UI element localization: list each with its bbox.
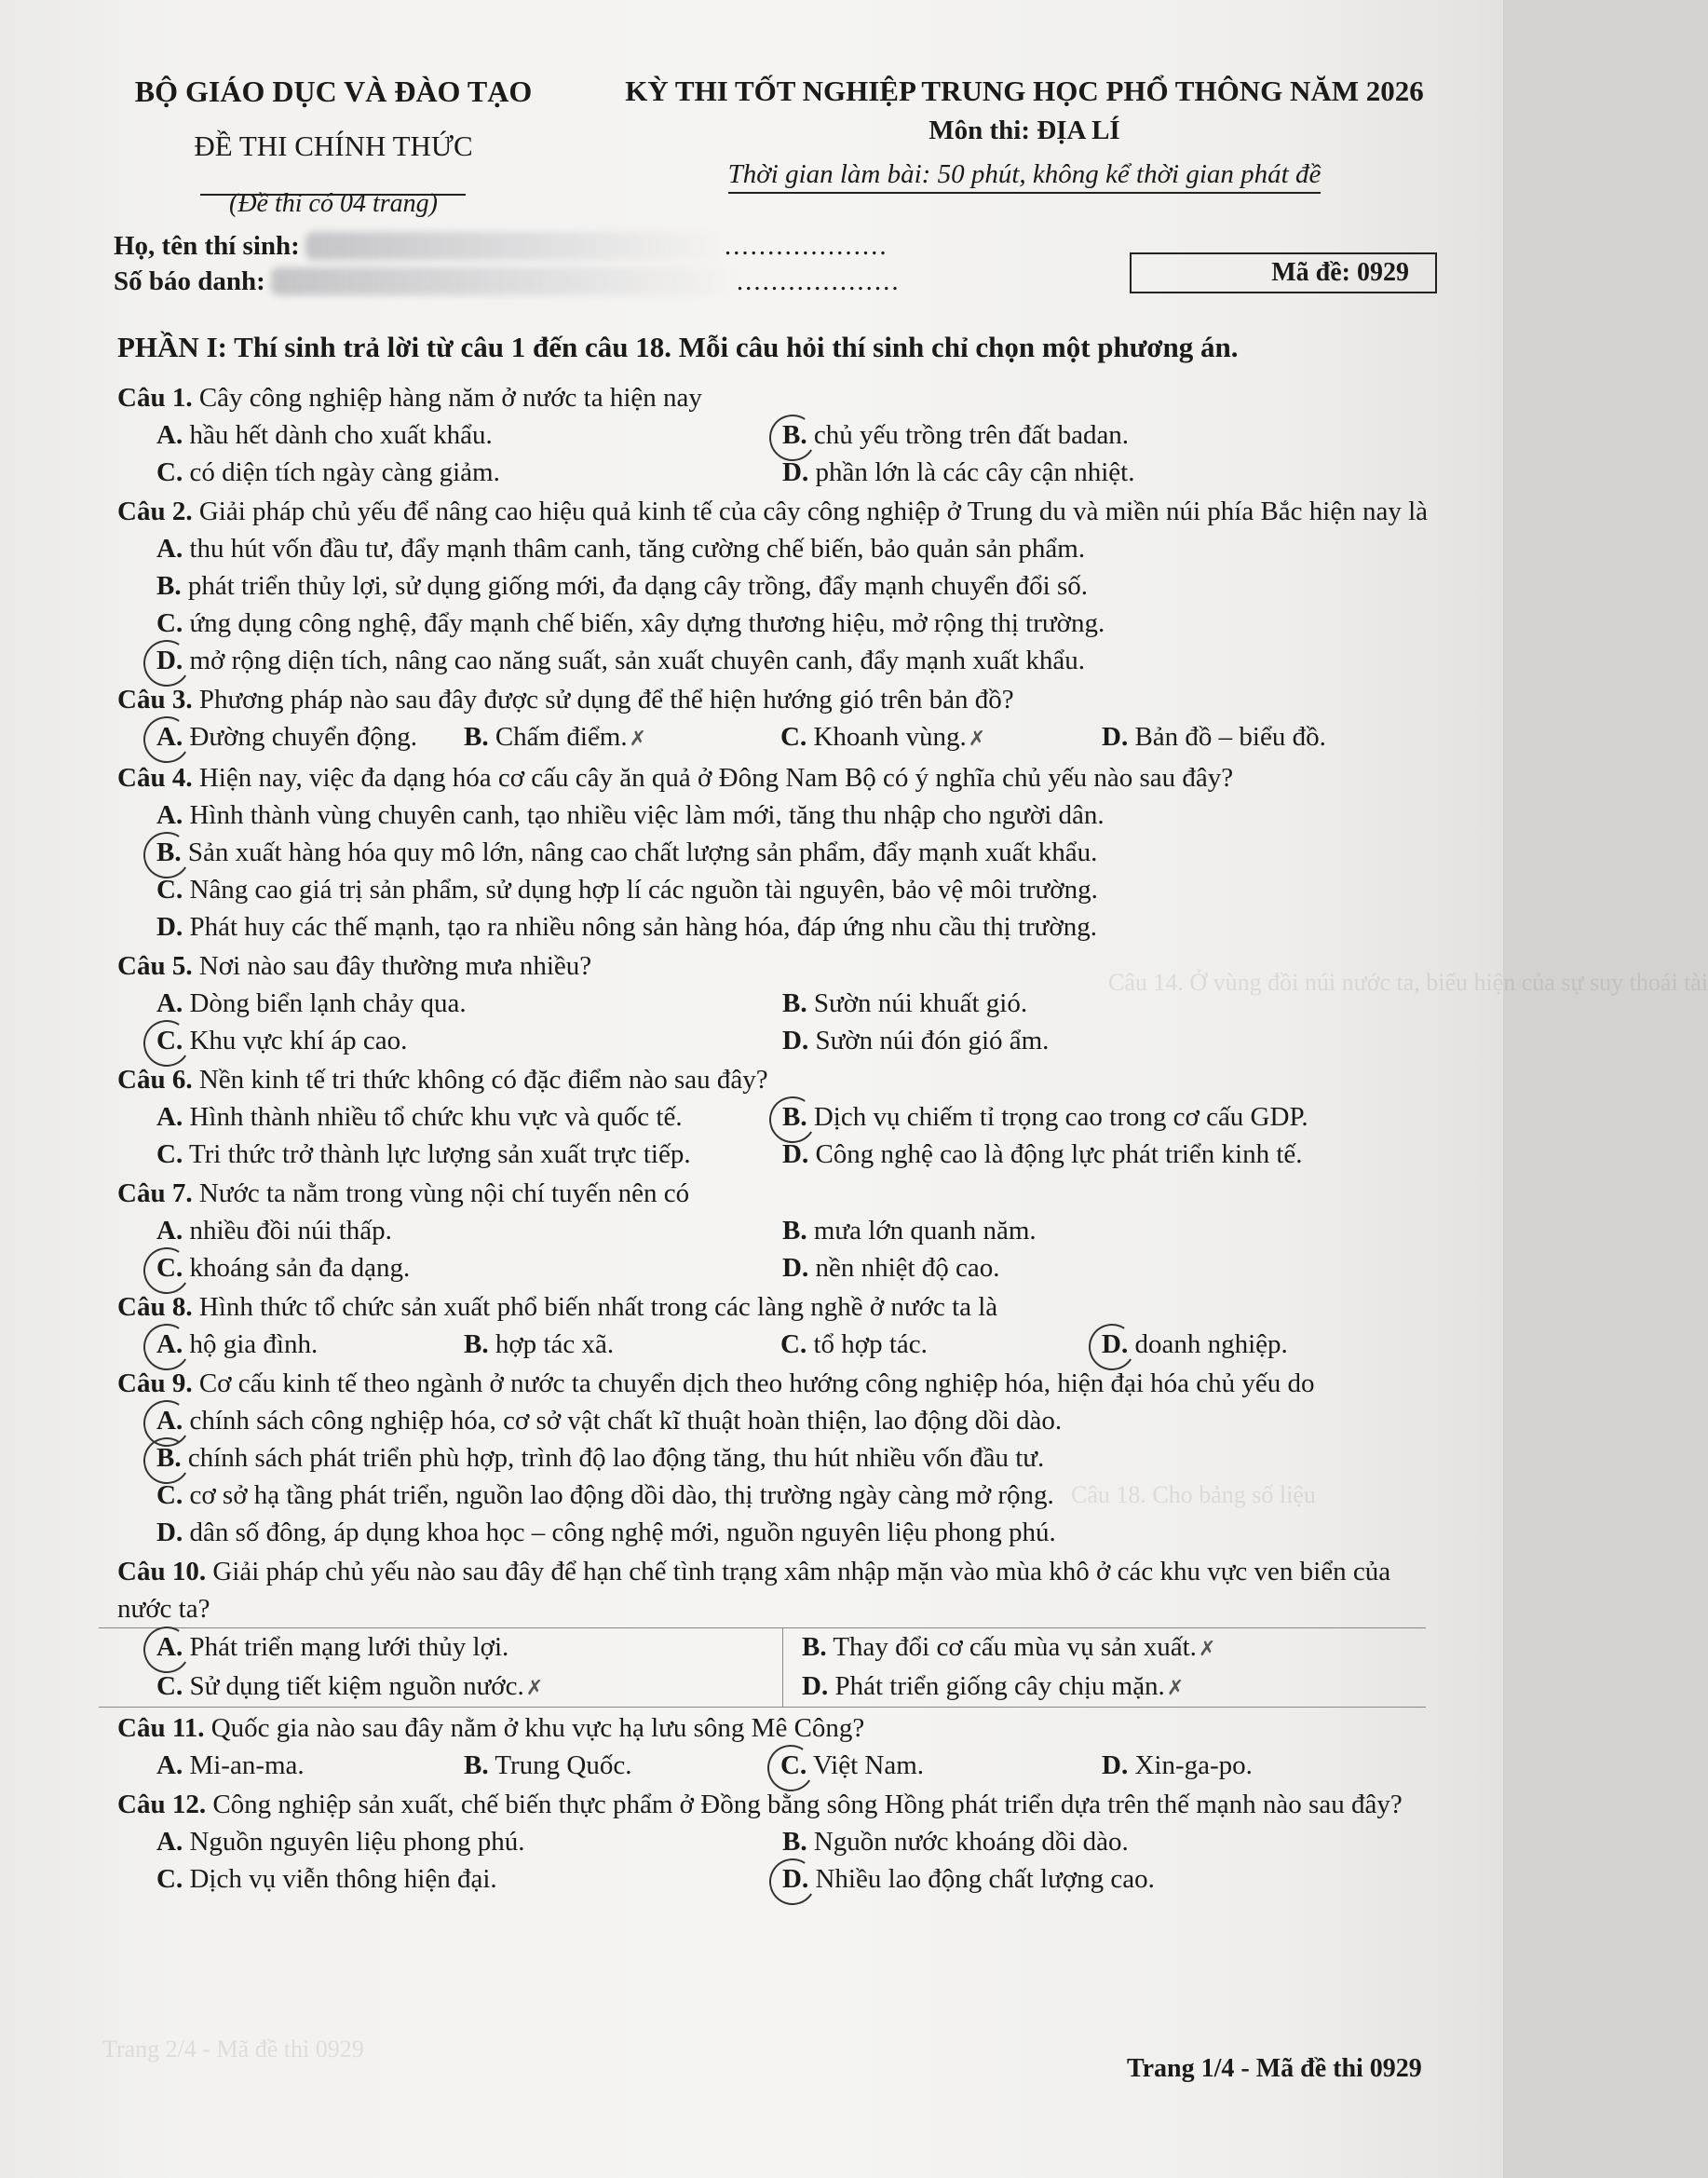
option-b[interactable]: B. Thay đổi cơ cấu mùa vụ sản xuất. ✗	[782, 1628, 1449, 1668]
question-text: Giải pháp chủ yếu để nâng cao hiệu quả kinh tế của cây công nghiệp ở Trung du và miền núi phía Bắc hiện nay là	[198, 497, 1429, 526]
question-stem	[117, 493, 1449, 530]
option-a[interactable]: A. Mi-an-ma.	[156, 1750, 305, 1780]
option-a[interactable]: A. Nguồn nguyên liệu phong phú.	[156, 1827, 525, 1857]
question-list	[117, 377, 1449, 1898]
question-stem	[117, 1175, 1449, 1212]
bleed-through-text: Câu 14. Ở vùng đồi núi nước ta, biểu hiện của sự suy thoái tài	[1108, 969, 1708, 996]
question-number: Câu 4.	[117, 763, 193, 793]
option-c[interactable]: C. Sử dụng tiết kiệm nguồn nước. ✗	[156, 1668, 782, 1707]
question-stem	[117, 947, 1449, 985]
exam-code-box: Mã đề: 0929	[1130, 252, 1437, 293]
option-b[interactable]: B. Chấm điểm. ✗	[464, 718, 780, 757]
option-a[interactable]: A. Phát triển mạng lưới thủy lợi.	[156, 1632, 509, 1662]
options	[117, 1326, 1449, 1363]
options	[117, 1747, 1449, 1784]
question-text: Hiện nay, việc đa dạng hóa cơ cấu cây ăn quả ở Đông Nam Bộ có ý nghĩa chủ yếu nào sau đây?	[198, 763, 1234, 793]
question-stem	[117, 1288, 1449, 1326]
question-number: Câu 1.	[117, 383, 193, 413]
option-a[interactable]: A. thu hút vốn đầu tư, đẩy mạnh thâm canh, tăng cường chế biến, bảo quản sản phẩm.	[156, 534, 1086, 564]
question-text: Quốc gia nào sau đây nằm ở khu vực hạ lưu sông Mê Công?	[210, 1713, 865, 1743]
question-stem	[117, 1365, 1449, 1402]
question-3	[117, 681, 1449, 757]
candidate-name-label: Họ, tên thí sinh:	[114, 231, 300, 261]
question-number: Câu 2.	[117, 497, 193, 526]
options	[117, 530, 1449, 679]
question-stem	[117, 1709, 1449, 1747]
question-text: Nơi nào sau đây thường mưa nhiều?	[198, 951, 592, 981]
question-6	[117, 1061, 1449, 1173]
question-text: Phương pháp nào sau đây được sử dụng để thể hiện hướng gió trên bản đồ?	[198, 685, 1014, 715]
official-label: ĐỀ THI CHÍNH THỨC	[194, 129, 473, 162]
option-d[interactable]: D. Phát triển giống cây chịu mặn. ✗	[782, 1668, 1449, 1707]
header-right	[615, 75, 1434, 194]
option-d[interactable]: D. Công nghệ cao là động lực phát triển kinh tế.	[782, 1139, 1303, 1169]
options	[117, 416, 1449, 491]
candidate-id-label: Số báo danh:	[114, 266, 265, 296]
page-footer: Trang 1/4 - Mã đề thi 0929	[1127, 2054, 1422, 2083]
option-d[interactable]: D. Phát huy các thế mạnh, tạo ra nhiều nông sản hàng hóa, đáp ứng nhu cầu thị trường.	[156, 912, 1097, 942]
option-a[interactable]: A. Hình thành vùng chuyên canh, tạo nhiều việc làm mới, tăng thu nhập cho người dân.	[156, 800, 1105, 830]
redacted-name	[305, 232, 725, 260]
question-2	[117, 493, 1449, 679]
ministry-name: BỘ GIÁO DỤC VÀ ĐÀO TẠO	[134, 75, 533, 108]
question-stem	[117, 379, 1449, 416]
option-c[interactable]: C. Nâng cao giá trị sản phẩm, sử dụng hợp lí các nguồn tài nguyên, bảo vệ môi trường.	[156, 875, 1098, 905]
question-text: Công nghiệp sản xuất, chế biến thực phẩm ở Đồng bằng sông Hồng phát triển dựa trên thế mạnh nào sau đây?	[212, 1790, 1403, 1819]
header-rule	[200, 194, 466, 196]
option-a[interactable]: A. hầu hết dành cho xuất khẩu.	[156, 420, 493, 450]
options	[117, 1823, 1449, 1898]
question-stem	[117, 759, 1449, 796]
question-text: Cây công nghiệp hàng năm ở nước ta hiện nay	[198, 383, 702, 413]
option-a[interactable]: A. chính sách công nghiệp hóa, cơ sở vật chất kĩ thuật hoàn thiện, lao động dồi dào.	[156, 1406, 1063, 1436]
option-c[interactable]: C. tổ hợp tác.	[780, 1329, 928, 1359]
exam-time: Thời gian làm bài: 50 phút, không kể thời gian phát đề	[728, 159, 1322, 194]
question-9	[117, 1365, 1449, 1551]
options	[117, 1212, 1449, 1286]
option-d[interactable]: D. doanh nghiệp.	[1102, 1329, 1288, 1359]
options	[99, 1627, 1426, 1708]
option-b[interactable]: B. Sườn núi khuất gió.	[782, 988, 1028, 1018]
question-text: Nước ta nằm trong vùng nội chí tuyến nên có	[198, 1178, 690, 1208]
option-a[interactable]: A. Đường chuyển động.	[156, 722, 417, 752]
option-a[interactable]: A. Dòng biển lạnh chảy qua.	[156, 988, 467, 1018]
option-b[interactable]: B. chính sách phát triển phù hợp, trình độ lao động tăng, thu hút nhiều vốn đầu tư.	[156, 1443, 1045, 1473]
question-8	[117, 1288, 1449, 1363]
option-a[interactable]: A. hộ gia đình.	[156, 1329, 319, 1359]
question-1	[117, 379, 1449, 491]
option-d[interactable]: D. mở rộng diện tích, nâng cao năng suất, sản xuất chuyên canh, đẩy mạnh xuất khẩu.	[156, 646, 1086, 675]
question-number: Câu 8.	[117, 1292, 193, 1322]
candidate-name-row	[114, 228, 901, 264]
option-b[interactable]: B. phát triển thủy lợi, sử dụng giống mới, đa dạng cây trồng, đẩy mạnh chuyển đổi số.	[156, 571, 1089, 601]
question-12	[117, 1786, 1449, 1898]
option-c[interactable]: C. Dịch vụ viễn thông hiện đại.	[156, 1864, 497, 1894]
option-c[interactable]: C. có diện tích ngày càng giảm.	[156, 457, 500, 487]
bleed-through-text: Trang 2/4 - Mã đề thi 0929	[102, 2035, 364, 2062]
question-text: Giải pháp chủ yếu nào sau đây để hạn chế tình trạng xâm nhập mặn vào mùa khô ở các khu vực ven biển của nước ta?	[117, 1557, 1391, 1624]
option-d[interactable]: D. Sườn núi đón gió ẩm.	[782, 1026, 1050, 1055]
question-number: Câu 5.	[117, 951, 193, 981]
option-c[interactable]: C. ứng dụng công nghệ, đẩy mạnh chế biến, xây dựng thương hiệu, mở rộng thị trường.	[156, 608, 1105, 638]
id-dots: ...................	[736, 266, 901, 296]
option-d[interactable]: D. Bản đồ – biểu đồ.	[1102, 722, 1326, 752]
redacted-id	[271, 267, 737, 295]
option-b[interactable]: B. hợp tác xã.	[464, 1329, 615, 1359]
question-11	[117, 1709, 1449, 1784]
option-a[interactable]: A. Hình thành nhiều tổ chức khu vực và quốc tế.	[156, 1102, 683, 1132]
options	[117, 796, 1449, 946]
option-d[interactable]: D. nền nhiệt độ cao.	[782, 1253, 1000, 1283]
option-b[interactable]: B. chủ yếu trồng trên đất badan.	[782, 420, 1130, 450]
question-stem	[117, 1786, 1449, 1823]
question-stem	[117, 1553, 1449, 1627]
pages-note: (Đề thi có 04 trang)	[229, 189, 438, 218]
question-10	[117, 1553, 1449, 1708]
question-7	[117, 1175, 1449, 1286]
options-table	[99, 1627, 1426, 1708]
question-number: Câu 6.	[117, 1065, 193, 1095]
options	[117, 718, 1449, 757]
option-d[interactable]: D. Xin-ga-po.	[1102, 1750, 1253, 1780]
option-c[interactable]: C. Việt Nam.	[780, 1750, 924, 1780]
options	[117, 1098, 1449, 1173]
option-b[interactable]: B. Nguồn nước khoáng dồi dào.	[782, 1827, 1129, 1857]
options	[117, 1402, 1449, 1551]
question-number: Câu 12.	[117, 1790, 207, 1819]
candidate-info	[114, 228, 901, 299]
question-number: Câu 7.	[117, 1178, 193, 1208]
option-a[interactable]: A. nhiều đồi núi thấp.	[156, 1216, 392, 1246]
question-text: Nền kinh tế tri thức không có đặc điểm nào sau đây?	[198, 1065, 768, 1095]
candidate-id-row	[114, 264, 901, 299]
option-c[interactable]: C. Khu vực khí áp cao.	[156, 1026, 408, 1055]
question-number: Câu 10.	[117, 1557, 207, 1586]
question-5	[117, 947, 1449, 1059]
options	[117, 985, 1449, 1059]
question-4	[117, 759, 1449, 946]
option-d[interactable]: D. Nhiều lao động chất lượng cao.	[782, 1864, 1155, 1894]
bleed-through-text: Câu 18. Cho bảng số liệu	[1071, 1481, 1316, 1508]
option-b[interactable]: B. Trung Quốc.	[464, 1750, 632, 1780]
header-left	[119, 75, 548, 219]
question-text: Hình thức tổ chức sản xuất phổ biến nhất trong các làng nghề ở nước ta là	[198, 1292, 998, 1322]
option-d[interactable]: D. dân số đông, áp dụng khoa học – công nghệ mới, nguồn nguyên liệu phong phú.	[156, 1518, 1056, 1547]
question-number: Câu 11.	[117, 1713, 205, 1743]
option-b[interactable]: B. Dịch vụ chiếm tỉ trọng cao trong cơ cấu GDP.	[782, 1102, 1308, 1132]
option-b[interactable]: B. Sản xuất hàng hóa quy mô lớn, nâng cao chất lượng sản phẩm, đẩy mạnh xuất khẩu.	[156, 837, 1098, 867]
option-c[interactable]: C. Tri thức trở thành lực lượng sản xuất trực tiếp.	[156, 1139, 691, 1169]
exam-name: KỲ THI TỐT NGHIỆP TRUNG HỌC PHỔ THÔNG NĂM 2026	[625, 75, 1424, 107]
section-title: PHẦN I: Thí sinh trả lời từ câu 1 đến câu 18. Mỗi câu hỏi thí sinh chỉ chọn một phương án.	[117, 331, 1239, 363]
question-text: Cơ cấu kinh tế theo ngành ở nước ta chuyển dịch theo hướng công nghiệp hóa, hiện đại hóa chủ yếu do	[198, 1368, 1315, 1398]
option-c[interactable]: C. Khoanh vùng. ✗	[780, 718, 1102, 757]
option-d[interactable]: D. phần lớn là các cây cận nhiệt.	[782, 457, 1135, 487]
question-stem	[117, 681, 1449, 718]
option-b[interactable]: B. mưa lớn quanh năm.	[782, 1216, 1037, 1246]
option-c[interactable]: C. khoáng sản đa dạng.	[156, 1253, 411, 1283]
question-number: Câu 9.	[117, 1368, 193, 1398]
option-c[interactable]: C. cơ sở hạ tầng phát triển, nguồn lao động dồi dào, thị trường ngày càng mở rộng.	[156, 1480, 1054, 1510]
question-number: Câu 3.	[117, 685, 193, 715]
exam-subject: Môn thi: ĐỊA LÍ	[929, 116, 1120, 145]
name-dots: ...................	[724, 231, 888, 261]
question-stem	[117, 1061, 1449, 1098]
